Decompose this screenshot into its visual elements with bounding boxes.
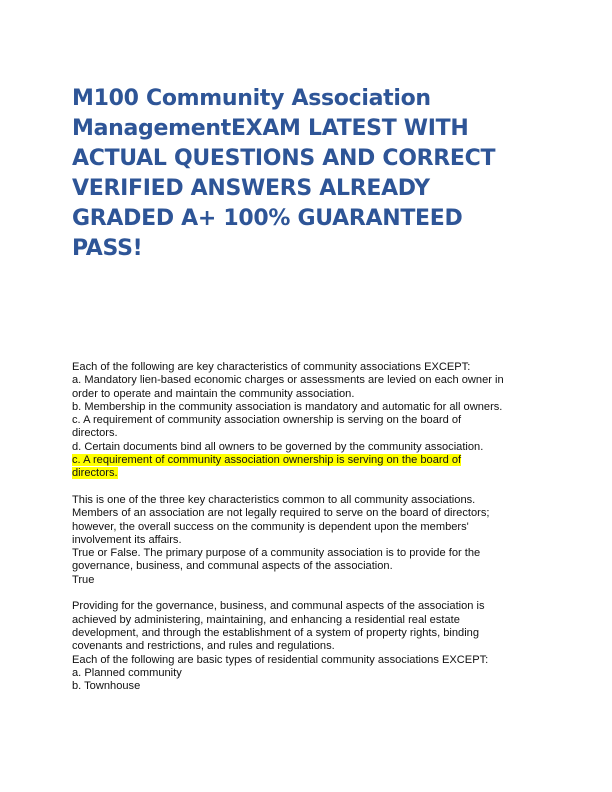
question-prompt: True or False. The primary purpose of a community association is to provide for the xyxy=(72,547,481,560)
highlighted-answer-cont: directors. xyxy=(72,467,118,480)
question-prompt-cont: governance, business, and communal aspects of the association. xyxy=(72,560,393,573)
title-line: PASS! xyxy=(72,236,143,261)
explanation-text: This is one of the three key characteristics common to all community associations. xyxy=(72,493,476,506)
explanation-text: achieved by administering, maintaining, and enhancing a residential real estate xyxy=(72,613,460,626)
answer-option-b: b. Townhouse xyxy=(72,680,141,693)
explanation-text: involvement its affairs. xyxy=(72,533,182,546)
highlighted-answer: c. A requirement of community association ownership is serving on the board of xyxy=(72,454,462,467)
document-body xyxy=(72,361,547,693)
paragraph-spacer xyxy=(72,481,547,494)
answer-option-a: a. Mandatory lien-based economic charges or assessments are levied on each owner in xyxy=(72,374,504,387)
question-prompt: Each of the following are basic types of residential community associations EXCEPT: xyxy=(72,653,489,666)
title-line: VERIFIED ANSWERS ALREADY xyxy=(72,176,430,201)
correct-answer-line xyxy=(72,454,547,467)
title-line: M100 Community Association xyxy=(72,86,431,111)
explanation-2 xyxy=(72,600,547,653)
answer-option-c-cont: directors. xyxy=(72,427,118,440)
question-2 xyxy=(72,547,547,587)
correct-answer: True xyxy=(72,573,95,586)
title-line: GRADED A+ 100% GUARANTEED xyxy=(72,206,463,231)
explanation-text: however, the overall success on the community is dependent upon the members' xyxy=(72,520,469,533)
title-line: ManagementEXAM LATEST WITH xyxy=(72,116,469,141)
answer-option-a-cont: order to operate and maintain the community association. xyxy=(72,387,355,400)
explanation-text: development, and through the establishment of a system of property rights, binding xyxy=(72,626,480,639)
question-3 xyxy=(72,654,547,694)
paragraph-spacer xyxy=(72,587,547,600)
explanation-text: covenants and restrictions, and rules and regulations. xyxy=(72,640,335,653)
question-1 xyxy=(72,361,547,481)
correct-answer-line-cont xyxy=(72,467,547,480)
answer-option-c: c. A requirement of community association ownership is serving on the board of xyxy=(72,414,462,427)
answer-option-b: b. Membership in the community association is mandatory and automatic for all owners. xyxy=(72,400,503,413)
explanation-1 xyxy=(72,494,547,547)
title-line: ACTUAL QUESTIONS AND CORRECT xyxy=(72,146,496,171)
explanation-text: Members of an association are not legally required to serve on the board of directors; xyxy=(72,507,490,520)
answer-option-d: d. Certain documents bind all owners to be governed by the community association. xyxy=(72,440,484,453)
question-prompt: Each of the following are key characteristics of community associations EXCEPT: xyxy=(72,361,471,373)
document-title xyxy=(72,84,542,264)
answer-option-a: a. Planned community xyxy=(72,666,182,679)
explanation-text: Providing for the governance, business, and communal aspects of the association is xyxy=(72,600,485,613)
